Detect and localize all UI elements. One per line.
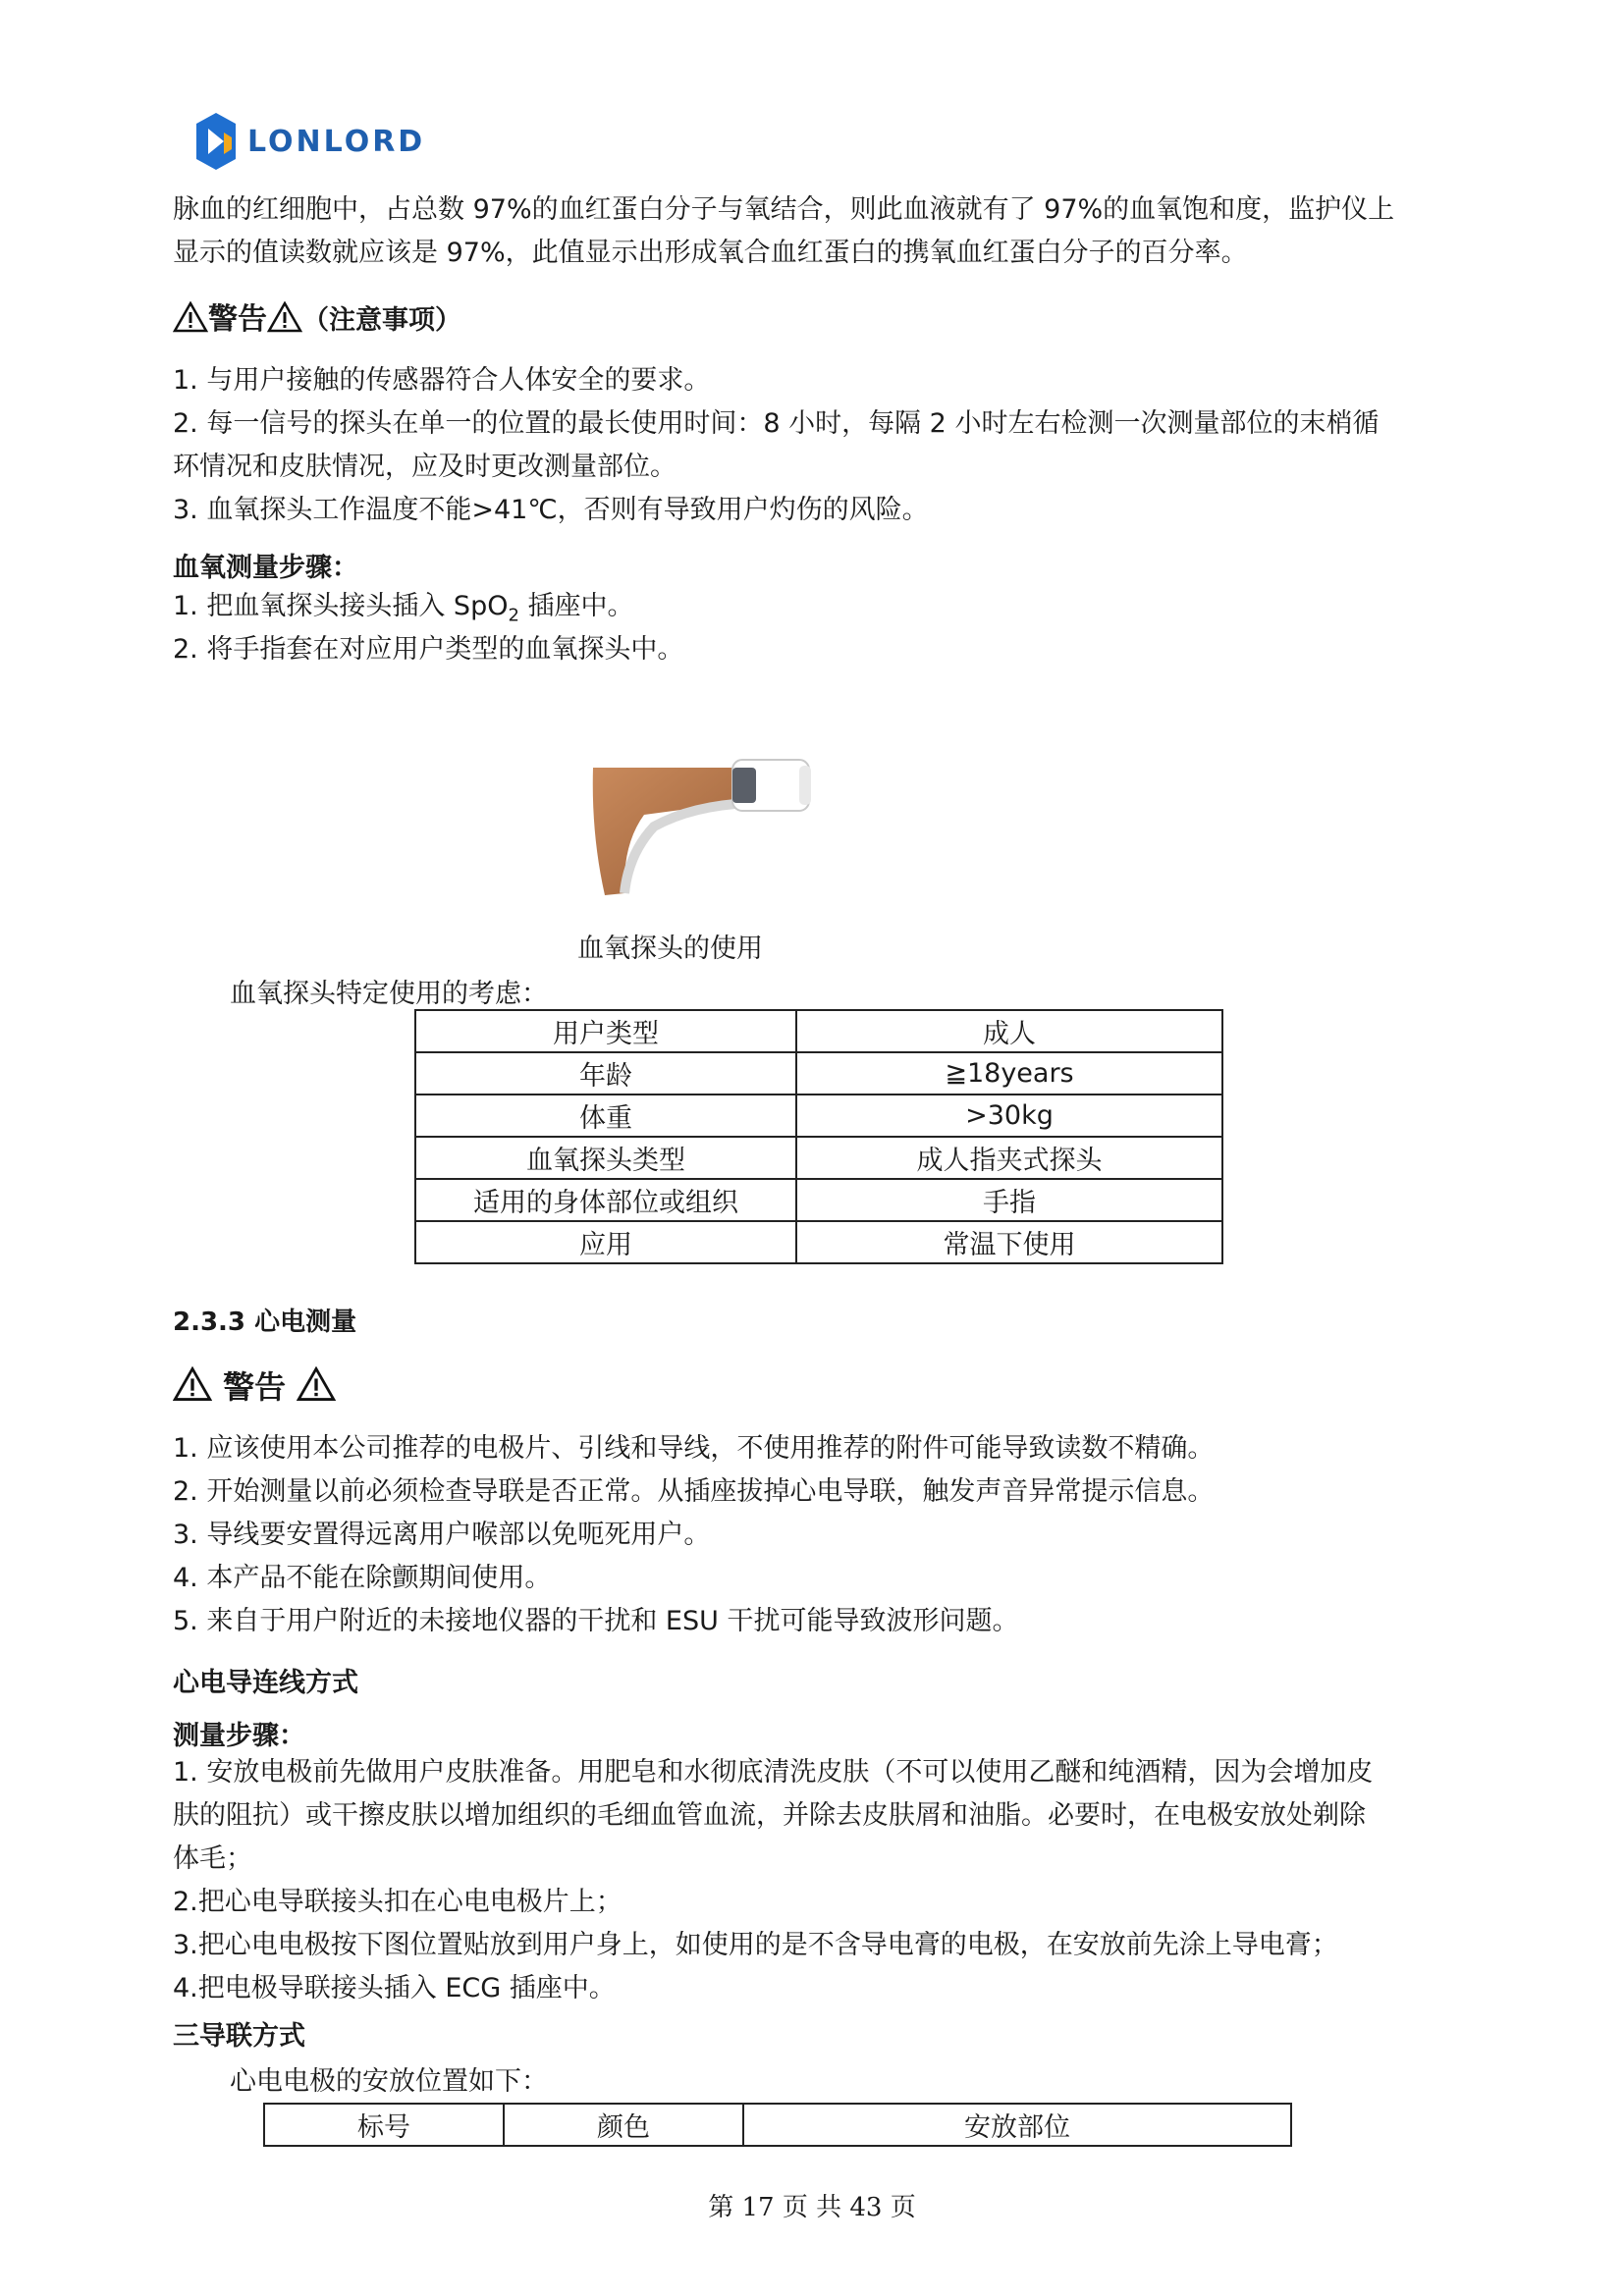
probe-table-intro: 血氧探头特定使用的考虑： xyxy=(230,979,548,1009)
table-cell: 用户类型 xyxy=(415,1010,796,1052)
table-row xyxy=(415,1179,1222,1221)
spo2-steps-title: 血氧测量步骤： xyxy=(173,553,358,583)
warning-title: 警告 xyxy=(208,302,267,337)
warning1-item-2: 2. 每一信号的探头在单一的位置的最长使用时间：8 小时，每隔 2 小时左右检测一次测量部位的末梢循 xyxy=(173,408,1380,439)
warning1-item-3: 3. 血氧探头工作温度不能>41℃，否则有导致用户灼伤的风险。 xyxy=(173,495,929,525)
warning-note: （注意事项） xyxy=(302,305,461,336)
table-header-cell: 颜色 xyxy=(504,2104,743,2146)
figure-caption: 血氧探头的使用 xyxy=(577,934,763,964)
spo2-step-1-tail: 插座中。 xyxy=(518,591,634,621)
logo-text: LONLORD xyxy=(247,124,426,159)
warning-triangle-icon xyxy=(173,1366,212,1402)
table-cell: ≧18years xyxy=(796,1052,1222,1095)
table-row xyxy=(415,1137,1222,1179)
ecg-warning-3: 3. 导线要安置得远离用户喉部以免呃死用户。 xyxy=(173,1520,711,1550)
table-row xyxy=(415,1052,1222,1095)
ecg-warning-4: 4. 本产品不能在除颤期间使用。 xyxy=(173,1563,552,1593)
table-cell: 应用 xyxy=(415,1221,796,1263)
page-number: 第 17 页 共 43 页 xyxy=(708,2193,916,2222)
intro-line-1: 脉血的红细胞中，占总数 97%的血红蛋白分子与氧结合，则此血液就有了 97%的血氧饱和度，监护仪上 xyxy=(173,194,1395,225)
warning-triangle-icon xyxy=(267,301,302,333)
table-header-cell: 标号 xyxy=(264,2104,504,2146)
ecg-step-3: 3.把心电电极按下图位置贴放到用户身上，如使用的是不含导电膏的电极，在安放前先涂上导电膏； xyxy=(173,1930,1338,1960)
table-cell: 常温下使用 xyxy=(796,1221,1222,1263)
finger-probe-image xyxy=(585,746,850,913)
placement-intro: 心电电极的安放位置如下： xyxy=(230,2066,548,2097)
warning-heading xyxy=(173,294,461,338)
logo-mark-icon xyxy=(194,111,238,172)
spo2-step-1-subscript: 2 xyxy=(508,605,519,626)
ecg-steps-title: 测量步骤： xyxy=(173,1721,305,1751)
intro-line-2: 显示的值读数就应该是 97%，此值显示出形成氧合血红蛋白的携氧血红蛋白分子的百分率。 xyxy=(173,238,1248,268)
warning1-item-1: 1. 与用户接触的传感器符合人体安全的要求。 xyxy=(173,365,711,396)
spo2-step-2: 2. 将手指套在对应用户类型的血氧探头中。 xyxy=(173,634,684,665)
ecg-step-1-cont2: 体毛； xyxy=(173,1843,252,1874)
probe-spec-table xyxy=(414,1009,1223,1264)
ecg-warning-1: 1. 应该使用本公司推荐的电极片、引线和导线，不使用推荐的附件可能导致读数不精确。 xyxy=(173,1433,1215,1464)
warning-triangle-icon xyxy=(297,1366,336,1402)
table-header-row xyxy=(264,2104,1291,2146)
ecg-step-1: 1. 安放电极前先做用户皮肤准备。用肥皂和水彻底清洗皮肤（不可以使用乙醚和纯酒精，因为会增加皮 xyxy=(173,1757,1374,1788)
ecg-step-1-cont: 肤的阻抗）或干擦皮肤以增加组织的毛细血管血流，并除去皮肤屑和油脂。必要时，在电极安放处剃除 xyxy=(173,1800,1366,1831)
table-cell: 手指 xyxy=(796,1179,1222,1221)
table-row xyxy=(415,1221,1222,1263)
table-cell: 体重 xyxy=(415,1095,796,1137)
table-cell: 年龄 xyxy=(415,1052,796,1095)
table-header-cell: 安放部位 xyxy=(743,2104,1291,2146)
ecg-warning-2: 2. 开始测量以前必须检查导联是否正常。从插座拔掉心电导联，触发声音异常提示信息。 xyxy=(173,1476,1215,1507)
ecg-lead-title: 心电导连线方式 xyxy=(173,1668,358,1698)
company-logo xyxy=(194,110,425,173)
placement-table xyxy=(263,2103,1292,2147)
three-lead-title: 三导联方式 xyxy=(173,2021,305,2052)
table-cell: 成人指夹式探头 xyxy=(796,1137,1222,1179)
ecg-warning-5: 5. 来自于用户附近的未接地仪器的干扰和 ESU 干扰可能导致波形问题。 xyxy=(173,1606,1019,1636)
ecg-step-2: 2.把心电导联接头扣在心电电极片上； xyxy=(173,1887,623,1917)
table-cell: 血氧探头类型 xyxy=(415,1137,796,1179)
warning1-item-2-cont: 环情况和皮肤情况，应及时更改测量部位。 xyxy=(173,452,677,482)
ecg-warning-title: 警告 xyxy=(223,1368,287,1406)
table-cell: 成人 xyxy=(796,1010,1222,1052)
spo2-step-1-text: 1. 把血氧探头接头插入 SpO xyxy=(173,591,509,621)
table-cell: >30kg xyxy=(796,1095,1222,1137)
table-row xyxy=(415,1095,1222,1137)
ecg-step-4: 4.把电极导联接头插入 ECG 插座中。 xyxy=(173,1973,616,2003)
warning-triangle-icon xyxy=(173,301,208,333)
ecg-warning-heading xyxy=(173,1362,336,1408)
table-row xyxy=(415,1010,1222,1052)
table-cell: 适用的身体部位或组织 xyxy=(415,1179,796,1221)
ecg-section-title: 2.3.3 心电测量 xyxy=(173,1308,357,1337)
